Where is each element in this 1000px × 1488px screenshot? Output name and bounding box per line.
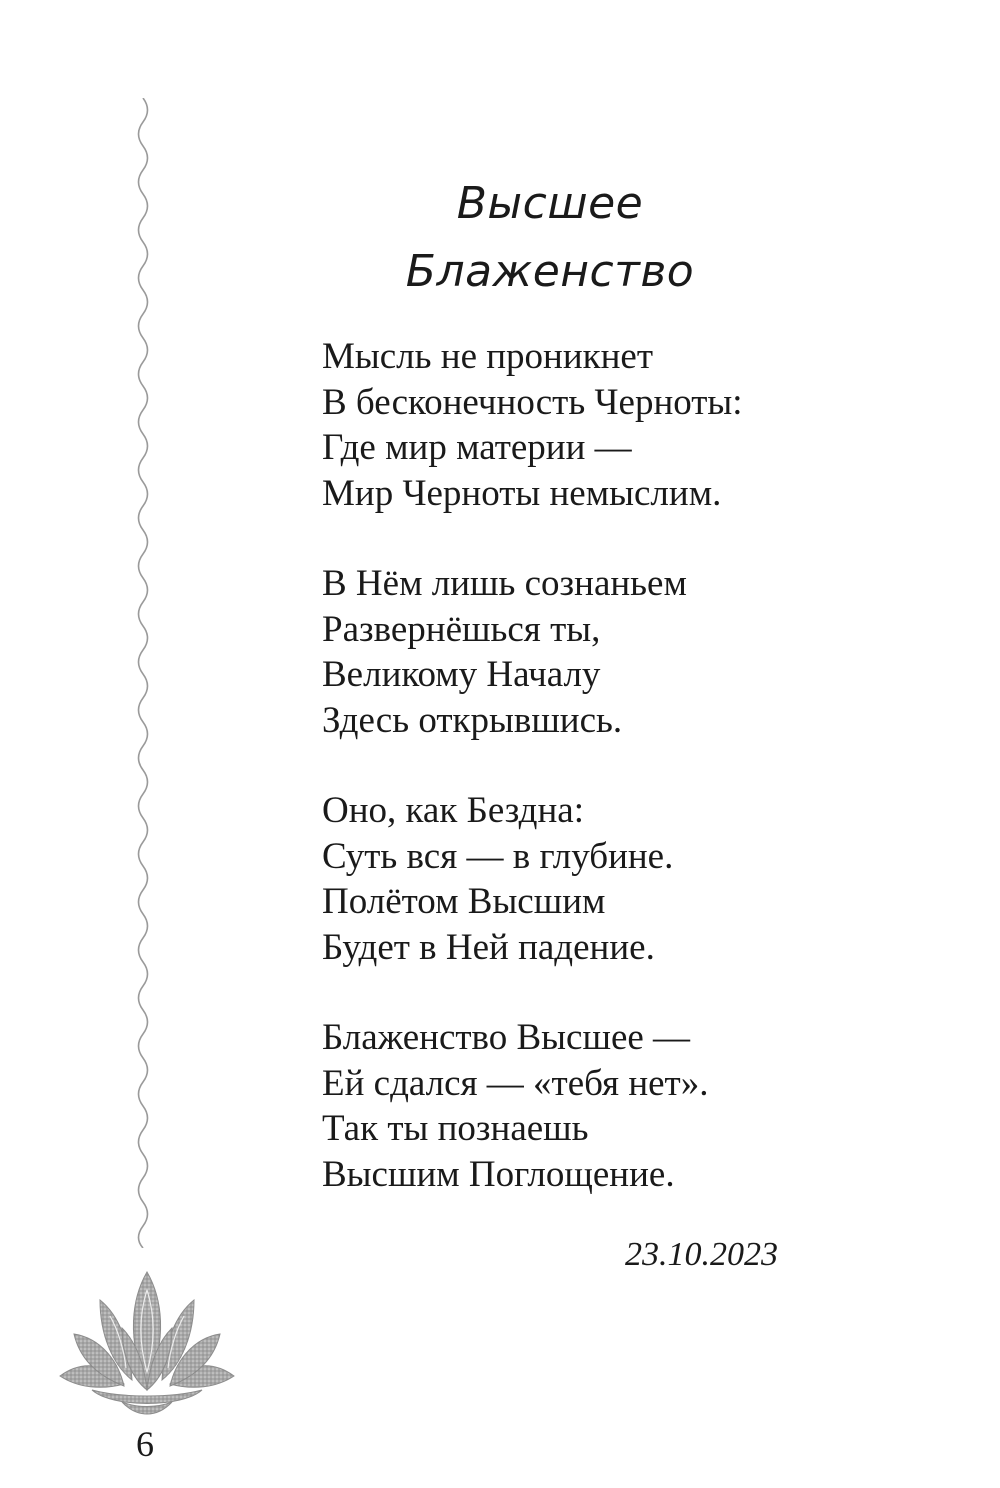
- poem-line: Здесь открывшись.: [322, 699, 623, 741]
- poem-line: Развернёшься ты,: [322, 608, 601, 650]
- poem-line: Ей сдался — «тебя нет».: [322, 1062, 709, 1104]
- stanza: [322, 561, 882, 743]
- stanza: [322, 1015, 882, 1197]
- poem-line: Оно, как Бездна:: [322, 790, 584, 831]
- poem-line: Полётом Высшим: [322, 881, 606, 922]
- poem-title: [330, 170, 770, 306]
- poem-line: В Нём лишь сознаньем: [322, 563, 687, 604]
- lotus-icon: [52, 1268, 242, 1418]
- poem-line: Блаженство Высшее —: [322, 1017, 691, 1058]
- poem-body: [322, 334, 882, 1242]
- poem-title-line-1: Высшее: [456, 178, 644, 229]
- stanza: [322, 788, 882, 970]
- poem-line: Где мир материи —: [322, 427, 632, 468]
- poem-line: В бесконечность Черноты:: [322, 381, 743, 423]
- poem-line: Так ты познаешь: [322, 1108, 589, 1149]
- page-number: 6: [136, 1424, 154, 1464]
- stanza: [322, 334, 882, 516]
- poem-title-line-2: Блаженство: [405, 246, 695, 297]
- poem-date: 23.10.2023: [625, 1236, 778, 1273]
- poem-line: Высшим Поглощение.: [322, 1153, 675, 1195]
- vine-border-icon: [128, 98, 158, 1248]
- poem-line: Будет в Ней падение.: [322, 926, 655, 968]
- poem-line: Мир Черноты немыслим.: [322, 472, 722, 514]
- poem-line: Великому Началу: [322, 654, 601, 695]
- poem-line: Суть вся — в глубине.: [322, 835, 674, 877]
- poem-line: Мысль не проникнет: [322, 336, 654, 377]
